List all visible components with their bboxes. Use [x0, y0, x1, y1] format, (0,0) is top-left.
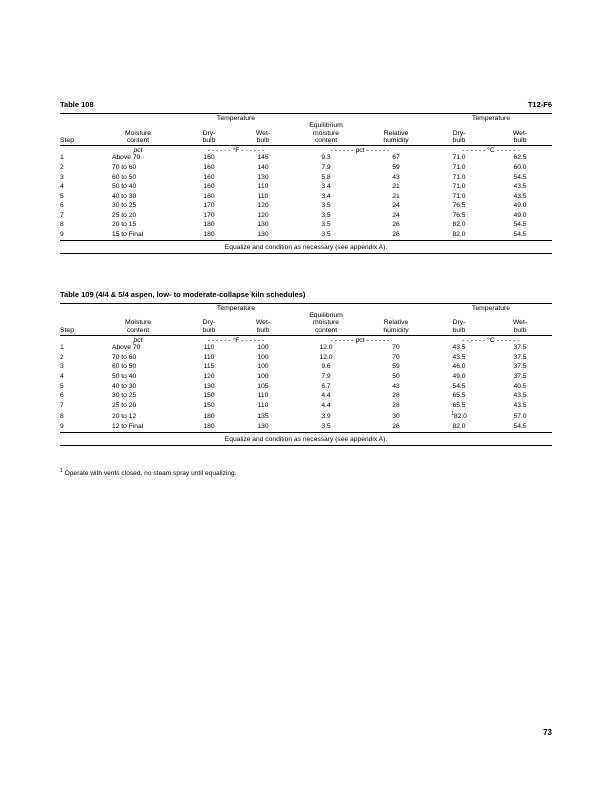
cell-dry-bulb-f: 110 — [203, 353, 215, 361]
cell-dry-bulb-c: 82.0 — [452, 422, 466, 430]
cell-emc: 3.5 — [321, 202, 331, 210]
table-109-footer-row — [60, 435, 552, 445]
header-moisture-content: Moisture content — [124, 129, 152, 145]
cell-wet-bulb-f: 145 — [257, 154, 269, 162]
cell-moisture-content: 20 to 12 — [112, 413, 137, 421]
cell-wet-bulb-f: 120 — [257, 202, 269, 210]
table-rule-bottom — [60, 445, 552, 448]
cell-step: 8 — [60, 413, 64, 421]
cell-dry-bulb-c: 71.0 — [452, 154, 466, 162]
cell-dry-bulb-f: 160 — [203, 192, 215, 200]
header-moisture-content: Moisture content — [124, 319, 152, 335]
cell-wet-bulb-c: 60.0 — [513, 163, 527, 171]
table-108-group-header — [60, 115, 552, 122]
cell-dry-bulb-f: 150 — [203, 392, 215, 400]
table-row — [60, 382, 552, 392]
cell-wet-bulb-f: 105 — [257, 382, 269, 390]
cell-wet-bulb-f: 140 — [257, 163, 269, 171]
table-108-header-line — [60, 100, 552, 109]
header-relative-humidity: Relative humidity — [383, 319, 409, 335]
units-percent-rule: - - - - - - pct - - - - - - — [330, 336, 390, 344]
cell-wet-bulb-f: 110 — [257, 192, 269, 200]
cell-dry-bulb-c: 82.0 — [452, 221, 466, 229]
cell-dry-bulb-f: 120 — [203, 372, 215, 380]
table-row — [60, 202, 552, 212]
cell-emc: 3.5 — [321, 422, 331, 430]
document-code: T12-F6 — [527, 100, 552, 109]
cell-moisture-content: 30 to 25 — [112, 202, 137, 210]
spacer-cell — [94, 305, 182, 312]
cell-wet-bulb-f: 135 — [257, 413, 269, 421]
cell-relative-humidity: 26 — [392, 230, 400, 238]
cell-relative-humidity: 28 — [392, 401, 400, 409]
cell-dry-bulb-f: 160 — [203, 183, 215, 191]
cell-wet-bulb-f: 130 — [257, 173, 269, 181]
cell-step: 1 — [60, 344, 64, 352]
cell-wet-bulb-c: 43.5 — [513, 192, 527, 200]
cell-relative-humidity: 43 — [392, 173, 400, 181]
spacer-cell — [290, 305, 362, 312]
cell-dry-bulb-c: 43.5 — [452, 353, 466, 361]
header-wet-bulb-f: Wet- bulb — [255, 129, 271, 145]
cell-relative-humidity: 26 — [392, 422, 400, 430]
table-block-108 — [60, 100, 552, 256]
table-109-group-header — [60, 305, 552, 312]
cell-wet-bulb-f: 100 — [257, 344, 269, 352]
cell-step: 5 — [60, 382, 64, 390]
cell-relative-humidity: 50 — [392, 372, 400, 380]
table-row — [60, 211, 552, 221]
cell-emc: 5.8 — [321, 173, 331, 181]
cell-dry-bulb-f: 150 — [203, 401, 215, 409]
cell-step: 4 — [60, 183, 64, 191]
cell-emc: 3.9 — [321, 413, 331, 421]
cell-wet-bulb-f: 130 — [257, 422, 269, 430]
spacer-cell — [60, 115, 94, 122]
header-temperature-c: Temperature — [471, 304, 511, 312]
cell-moisture-content: 60 to 50 — [112, 363, 137, 371]
cell-wet-bulb-c: 49.0 — [513, 211, 527, 219]
cell-moisture-content: 20 to 15 — [112, 221, 137, 229]
table-row — [60, 401, 552, 411]
table-row — [60, 422, 552, 432]
header-step: Step — [60, 327, 74, 335]
cell-emc: 3.5 — [321, 230, 331, 238]
cell-relative-humidity: 28 — [392, 392, 400, 400]
cell-emc: 4.4 — [321, 392, 331, 400]
table-109-sub-header — [60, 312, 552, 335]
cell-wet-bulb-f: 100 — [257, 372, 269, 380]
cell-wet-bulb-c: 54.5 — [513, 173, 527, 181]
table-row — [60, 192, 552, 202]
units-celsius: - - - - - - °C - - - - - - — [462, 146, 520, 154]
table-row — [60, 163, 552, 173]
cell-dry-bulb-c: 46.0 — [452, 363, 466, 371]
cell-step: 9 — [60, 422, 64, 430]
table-row — [60, 372, 552, 382]
footnote-marker: 1 — [60, 467, 63, 474]
table-gap — [60, 256, 552, 290]
cell-dry-bulb-f: 160 — [203, 154, 215, 162]
cell-emc: 7.9 — [321, 372, 331, 380]
table-row — [60, 363, 552, 373]
cell-relative-humidity: 70 — [392, 344, 400, 352]
cell-step: 6 — [60, 392, 64, 400]
table-108-title: Table 108 — [60, 100, 94, 109]
cell-relative-humidity: 26 — [392, 221, 400, 229]
cell-moisture-content: 70 to 60 — [112, 353, 137, 361]
cell-dry-bulb-f: 110 — [203, 344, 215, 352]
cell-moisture-content: 12 to Final — [112, 422, 144, 430]
table-row — [60, 173, 552, 183]
spacer-cell — [60, 305, 94, 312]
cell-dry-bulb-f: 180 — [203, 221, 215, 229]
cell-dry-bulb-c: 76.5 — [452, 202, 466, 210]
spacer-cell — [60, 337, 94, 344]
cell-wet-bulb-f: 110 — [257, 392, 269, 400]
cell-wet-bulb-c: 43.5 — [513, 392, 527, 400]
table-108-body — [60, 154, 552, 256]
cell-wet-bulb-c: 37.5 — [513, 353, 527, 361]
table-row — [60, 183, 552, 193]
cell-relative-humidity: 21 — [392, 192, 400, 200]
cell-dry-bulb-c: 43.5 — [452, 344, 466, 352]
cell-moisture-content: 40 to 30 — [112, 192, 137, 200]
units-fahrenheit: - - - - - - °F - - - - - - — [207, 336, 265, 344]
cell-step: 4 — [60, 372, 64, 380]
cell-wet-bulb-c: 62.5 — [513, 154, 527, 162]
cell-dry-bulb-c: 76.5 — [452, 211, 466, 219]
cell-dry-bulb-c: 49.0 — [452, 372, 466, 380]
header-relative-humidity: Relative humidity — [383, 129, 409, 145]
table-row — [60, 154, 552, 164]
cell-emc: 3.4 — [321, 183, 331, 191]
cell-dry-bulb-c: 71.0 — [452, 192, 466, 200]
cell-emc: 12.0 — [319, 353, 333, 361]
table-row — [60, 230, 552, 240]
cell-dry-bulb-c: 82.0 — [452, 230, 466, 238]
cell-wet-bulb-f: 120 — [257, 211, 269, 219]
kiln-schedule-table-108 — [60, 113, 552, 256]
table-108-footer-text: Equalize and condition as necessary (see appendix A). — [224, 243, 388, 251]
units-pct: pct — [133, 146, 143, 154]
cell-wet-bulb-f: 130 — [257, 221, 269, 229]
cell-step: 6 — [60, 202, 64, 210]
cell-moisture-content: 30 to 25 — [112, 392, 137, 400]
spacer-cell — [60, 147, 94, 154]
cell-relative-humidity: 24 — [392, 202, 400, 210]
cell-moisture-content: 25 to 20 — [112, 211, 137, 219]
spacer-cell — [362, 115, 430, 122]
header-dry-bulb-f: Dry- bulb — [202, 129, 216, 145]
header-temperature-f: Temperature — [216, 304, 256, 312]
footnote-text: Operate with vents closed, no steam spray until equalizing. — [64, 470, 237, 478]
cell-wet-bulb-f: 100 — [257, 353, 269, 361]
cell-moisture-content: 25 to 20 — [112, 401, 137, 409]
cell-step: 5 — [60, 192, 64, 200]
cell-relative-humidity: 30 — [392, 413, 400, 421]
table-109-footer-text: Equalize and condition as necessary (see appendix A). — [224, 435, 388, 443]
cell-step: 2 — [60, 163, 64, 171]
cell-relative-humidity: 24 — [392, 211, 400, 219]
header-dry-bulb-c: Dry- bulb — [452, 319, 466, 335]
cell-emc: 3.4 — [321, 192, 331, 200]
table-109-header-line — [60, 290, 552, 299]
units-percent-rule: - - - - - - pct - - - - - - — [330, 146, 390, 154]
cell-emc: 3.5 — [321, 211, 331, 219]
cell-dry-bulb-c: 71.0 — [452, 173, 466, 181]
header-temperature-f: Temperature — [216, 115, 256, 122]
cell-step: 8 — [60, 221, 64, 229]
cell-wet-bulb-c: 43.5 — [513, 401, 527, 409]
cell-dry-bulb-c: $^1$82.0 — [451, 411, 467, 421]
cell-dry-bulb-c: 65.5 — [452, 401, 466, 409]
cell-wet-bulb-f: 130 — [257, 230, 269, 238]
cell-relative-humidity: 59 — [392, 163, 400, 171]
cell-wet-bulb-c: 49.0 — [513, 202, 527, 210]
table-row — [60, 411, 552, 423]
cell-wet-bulb-f: 110 — [257, 183, 269, 191]
table-108-footer-row — [60, 243, 552, 253]
header-wet-bulb-c: Wet- bulb — [512, 319, 528, 335]
header-emc: Equilibrium moisture content — [309, 122, 343, 145]
cell-step: 2 — [60, 353, 64, 361]
spacer-cell — [94, 115, 182, 122]
header-dry-bulb-c: Dry- bulb — [452, 129, 466, 145]
header-dry-bulb-f: Dry- bulb — [202, 319, 216, 335]
cell-relative-humidity: 70 — [392, 353, 400, 361]
cell-emc: 7.9 — [321, 163, 331, 171]
cell-dry-bulb-f: 180 — [203, 422, 215, 430]
cell-moisture-content: 50 to 40 — [112, 183, 137, 191]
cell-wet-bulb-f: 110 — [257, 401, 269, 409]
cell-dry-bulb-c: 71.0 — [452, 183, 466, 191]
cell-step: 7 — [60, 211, 64, 219]
header-step: Step — [60, 137, 74, 145]
cell-dry-bulb-f: 115 — [203, 363, 215, 371]
spacer-cell — [290, 115, 362, 122]
header-wet-bulb-f: Wet- bulb — [255, 319, 271, 335]
cell-wet-bulb-c: 43.5 — [513, 183, 527, 191]
cell-moisture-content: 50 to 40 — [112, 372, 137, 380]
cell-emc: 9.3 — [321, 154, 331, 162]
cell-step: 3 — [60, 173, 64, 181]
cell-dry-bulb-f: 170 — [203, 202, 215, 210]
table-108-sub-header — [60, 122, 552, 145]
cell-step: 1 — [60, 154, 64, 162]
cell-step: 9 — [60, 230, 64, 238]
cell-emc: 3.5 — [321, 221, 331, 229]
cell-emc: 9.6 — [321, 363, 331, 371]
table-row — [60, 344, 552, 354]
units-pct: pct — [133, 336, 143, 344]
cell-relative-humidity: 59 — [392, 363, 400, 371]
cell-dry-bulb-f: 160 — [203, 163, 215, 171]
cell-wet-bulb-c: 54.5 — [513, 221, 527, 229]
spacer-cell — [362, 305, 430, 312]
cell-emc: 6.7 — [321, 382, 331, 390]
table-108-units-row — [60, 147, 552, 154]
cell-wet-bulb-c: 37.5 — [513, 363, 527, 371]
cell-dry-bulb-c: 54.5 — [452, 382, 466, 390]
page-number: 73 — [543, 728, 552, 737]
cell-step: 3 — [60, 363, 64, 371]
cell-relative-humidity: 21 — [392, 183, 400, 191]
cell-wet-bulb-c: 54.5 — [513, 422, 527, 430]
table-109-body — [60, 344, 552, 448]
units-celsius: - - - - - - °C - - - - - - — [462, 336, 520, 344]
cell-step: 7 — [60, 401, 64, 409]
cell-moisture-content: 40 to 30 — [112, 382, 137, 390]
table-row — [60, 391, 552, 401]
cell-wet-bulb-c: 37.5 — [513, 344, 527, 352]
table-109-title: Table 109 (4/4 & 5/4 aspen, low- to moderate-collapse kiln schedules) — [60, 289, 306, 299]
header-emc: Equilibrium moisture content — [309, 311, 343, 335]
cell-dry-bulb-c: 65.5 — [452, 392, 466, 400]
page-content — [60, 100, 552, 479]
table-block-109 — [60, 290, 552, 448]
page-footnote — [60, 468, 552, 479]
cell-wet-bulb-c: 54.5 — [513, 230, 527, 238]
cell-wet-bulb-c: 57.0 — [513, 413, 527, 421]
cell-moisture-content: Above 70 — [112, 344, 141, 352]
cell-moisture-content: 60 to 50 — [112, 173, 137, 181]
cell-dry-bulb-c: 71.0 — [452, 163, 466, 171]
header-wet-bulb-c: Wet- bulb — [512, 129, 528, 145]
cell-dry-bulb-f: 130 — [203, 382, 215, 390]
cell-emc: 12.0 — [319, 344, 333, 352]
cell-dry-bulb-f: 180 — [203, 413, 215, 421]
cell-moisture-content: 70 to 60 — [112, 163, 137, 171]
cell-wet-bulb-f: 100 — [257, 363, 269, 371]
cell-moisture-content: 15 to Final — [112, 230, 144, 238]
kiln-schedule-table-109 — [60, 303, 552, 448]
cell-dry-bulb-f: 180 — [203, 230, 215, 238]
table-row — [60, 221, 552, 231]
table-row — [60, 353, 552, 363]
cell-wet-bulb-c: 37.5 — [513, 372, 527, 380]
footnote-marker: 1 — [451, 411, 454, 418]
units-fahrenheit: - - - - - - °F - - - - - - — [207, 146, 265, 154]
cell-dry-bulb-f: 170 — [203, 211, 215, 219]
cell-relative-humidity: 43 — [392, 382, 400, 390]
cell-emc: 4.4 — [321, 401, 331, 409]
cell-relative-humidity: 67 — [392, 154, 400, 162]
table-109-units-row — [60, 337, 552, 344]
cell-wet-bulb-c: 40.5 — [513, 382, 527, 390]
cell-dry-bulb-f: 160 — [203, 173, 215, 181]
header-temperature-c: Temperature — [471, 115, 511, 122]
cell-moisture-content: Above 70 — [112, 154, 141, 162]
